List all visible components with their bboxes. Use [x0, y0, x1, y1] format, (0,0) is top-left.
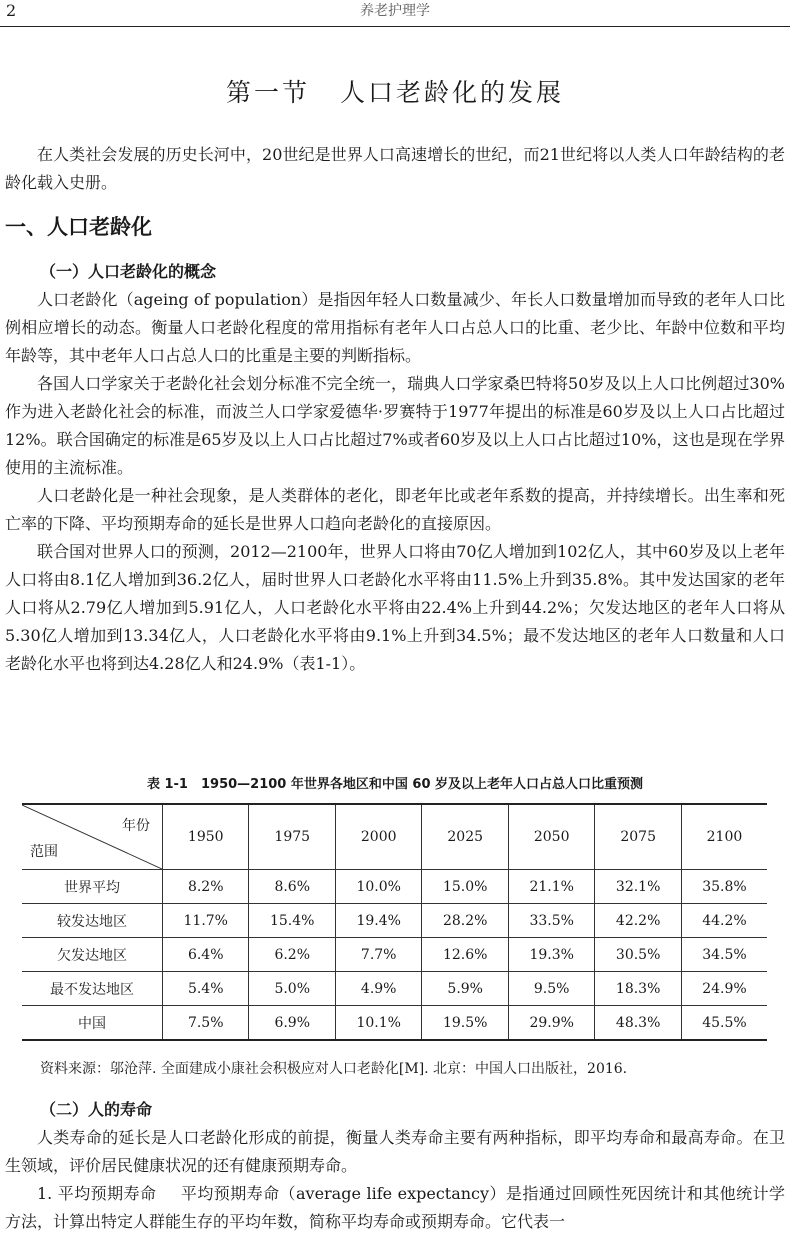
table-row [22, 972, 767, 1006]
term-label: 1. 平均预期寿命 [37, 1184, 157, 1203]
value-cell: 7.5% [163, 1006, 249, 1041]
value-cell: 28.2% [422, 904, 508, 938]
table-caption: 表 1-1 1950—2100 年世界各地区和中国 60 岁及以上老年人口占总人口比重预测 [146, 777, 644, 792]
concept-paragraph-1: 人口老龄化（ageing of population）是指因年轻人口数量减少、年长人口数量增加而导致的老年人口比例相应增长的动态。衡量人口老龄化程度的常用指标有老年人口占总人口的比重、老少比、年龄中位数和平均年龄等，其中老年人口占总人口的比重是主要的判断指标。 [5, 290, 785, 365]
value-cell: 19.3% [508, 938, 594, 972]
value-cell: 11.7% [163, 904, 249, 938]
value-cell: 21.1% [508, 870, 594, 904]
year-header: 1975 [249, 804, 335, 870]
term-definition: 平均预期寿命（average life expectancy）是指通过回顾性死因统计和其他统计学方法，计算出特定人群能生存的平均年数，简称平均寿命或预期寿命。它代表一 [5, 1184, 785, 1231]
heading-block [5, 212, 785, 242]
section-title [0, 76, 790, 110]
section-name: 人口老龄化的发展 [340, 78, 565, 107]
intro-paragraph: 在人类社会发展的历史长河中，20世纪是世界人口高速增长的世纪，而21世纪将以人类人口年龄结构的老龄化载入史册。 [5, 145, 785, 192]
table-row [22, 904, 767, 938]
value-cell: 5.9% [422, 972, 508, 1006]
region-cell: 较发达地区 [22, 904, 163, 938]
page-number: 2 [6, 1, 17, 20]
region-cell: 中国 [22, 1006, 163, 1041]
value-cell: 42.2% [595, 904, 681, 938]
heading-lifespan: （二）人的寿命 [40, 1100, 153, 1119]
concept-paragraph-2: 各国人口学家关于老龄化社会划分标准不完全统一，瑞典人口学家桑巴特将50岁及以上人口比例超过30%作为进入老龄化社会的标准，而波兰人口学家爱德华·罗赛特于1977年提出的标准是60岁及以上人口占比超过12%。联合国确定的标准是65岁及以上人口占比超过7%或者60岁及以上人口占比超过10%，这也是现在学界使用的主流标准。 [5, 374, 785, 477]
value-cell: 35.8% [681, 870, 767, 904]
value-cell: 30.5% [595, 938, 681, 972]
table-header-row [22, 804, 767, 870]
lifespan-block [5, 1096, 785, 1236]
region-cell: 世界平均 [22, 870, 163, 904]
value-cell: 45.5% [681, 1006, 767, 1041]
table-row [22, 938, 767, 972]
value-cell: 6.9% [249, 1006, 335, 1041]
value-cell: 10.1% [335, 1006, 421, 1041]
value-cell: 6.2% [249, 938, 335, 972]
value-cell: 32.1% [595, 870, 681, 904]
year-header: 1950 [163, 804, 249, 870]
value-cell: 5.0% [249, 972, 335, 1006]
year-header: 2025 [422, 804, 508, 870]
running-title: 养老护理学 [360, 3, 430, 19]
intro-block [5, 141, 785, 197]
section-number: 第一节 [225, 78, 310, 107]
table-source-note: 资料来源：邬沧萍. 全面建成小康社会积极应对人口老龄化[M]. 北京：中国人口出版社，2016. [40, 1061, 628, 1077]
value-cell: 5.4% [163, 972, 249, 1006]
value-cell: 48.3% [595, 1006, 681, 1041]
value-cell: 44.2% [681, 904, 767, 938]
aging-table [22, 803, 767, 1041]
year-header: 2000 [335, 804, 421, 870]
value-cell: 33.5% [508, 904, 594, 938]
region-cell: 最不发达地区 [22, 972, 163, 1006]
concept-block [5, 258, 785, 678]
concept-paragraph-3: 人口老龄化是一种社会现象，是人类群体的老化，即老年比或老年系数的提高，并持续增长。出生率和死亡率的下降、平均预期寿命的延长是世界人口趋向老龄化的直接原因。 [5, 486, 785, 533]
year-header: 2075 [595, 804, 681, 870]
table-row [22, 1006, 767, 1041]
value-cell: 24.9% [681, 972, 767, 1006]
heading-level1: 一、人口老龄化 [5, 215, 152, 239]
year-header: 2050 [508, 804, 594, 870]
value-cell: 10.0% [335, 870, 421, 904]
value-cell: 12.6% [422, 938, 508, 972]
value-cell: 19.5% [422, 1006, 508, 1041]
corner-label-region: 范围 [30, 844, 58, 860]
value-cell: 29.9% [508, 1006, 594, 1041]
year-header: 2100 [681, 804, 767, 870]
value-cell: 6.4% [163, 938, 249, 972]
concept-paragraph-4: 联合国对世界人口的预测，2012—2100年，世界人口将由70亿人增加到102亿人，其中60岁及以上老年人口将由8.1亿人增加到36.2亿人，届时世界人口老龄化水平将由11.5%上升到35.8%。其中发达国家的老年人口将从2.79亿人增加到5.91亿人，人口老龄化水平将由22.4%上升到44.2%；欠发达地区的老年人口将从5.30亿人增加到13.34亿人，人口老龄化水平将由9.1%上升到34.5%；最不发达地区的老年人口数量和人口老龄化水平也将到达4.28亿人和24.9%（表1-1）。 [5, 542, 785, 673]
corner-label-year: 年份 [122, 818, 150, 834]
value-cell: 15.4% [249, 904, 335, 938]
value-cell: 7.7% [335, 938, 421, 972]
value-cell: 34.5% [681, 938, 767, 972]
value-cell: 4.9% [335, 972, 421, 1006]
lifespan-paragraph-2 [5, 1180, 785, 1236]
region-cell: 欠发达地区 [22, 938, 163, 972]
table-corner-cell [22, 804, 163, 870]
value-cell: 18.3% [595, 972, 681, 1006]
running-header [0, 0, 790, 27]
value-cell: 15.0% [422, 870, 508, 904]
heading-concept: （一）人口老龄化的概念 [40, 262, 217, 281]
table-row [22, 870, 767, 904]
lifespan-paragraph-1: 人类寿命的延长是人口老龄化形成的前提，衡量人类寿命主要有两种指标，即平均寿命和最高寿命。在卫生领域，评价居民健康状况的还有健康预期寿命。 [5, 1128, 785, 1175]
value-cell: 9.5% [508, 972, 594, 1006]
value-cell: 19.4% [335, 904, 421, 938]
value-cell: 8.6% [249, 870, 335, 904]
value-cell: 8.2% [163, 870, 249, 904]
